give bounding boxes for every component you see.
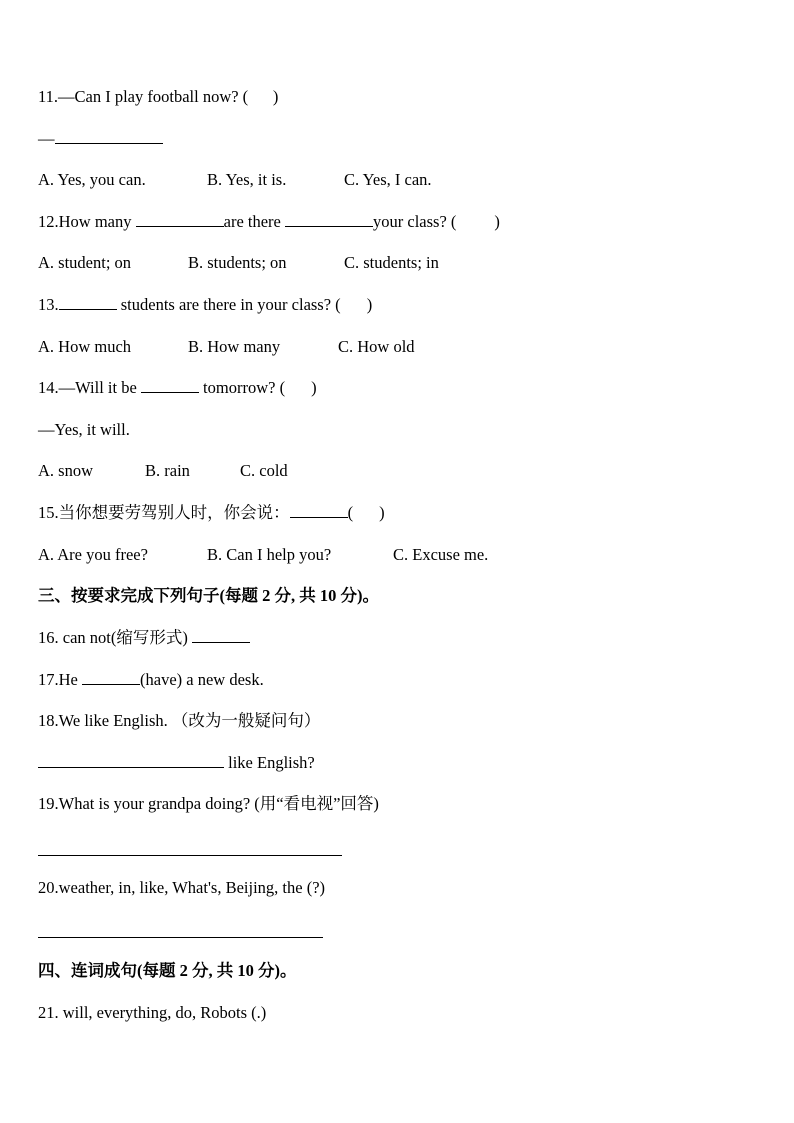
question-15-text-3: )	[379, 503, 385, 522]
question-12-text-4: )	[494, 212, 500, 231]
answer-blank[interactable]	[38, 752, 224, 768]
section-3-heading-text: 三、按要求完成下列句子(每题 2 分, 共 10 分)。	[38, 586, 379, 605]
question-12-text-3: your class? (	[373, 212, 457, 231]
answer-line[interactable]	[38, 937, 323, 938]
answer-blank[interactable]	[82, 669, 140, 685]
question-11	[38, 86, 278, 108]
question-20	[38, 877, 325, 899]
section-4-heading	[38, 960, 297, 982]
question-13	[38, 294, 372, 316]
answer-blank[interactable]	[192, 627, 250, 643]
option-a[interactable]: A. Are you free?	[38, 545, 148, 564]
option-b[interactable]: B. Can I help you?	[207, 545, 332, 564]
question-13-text-3: )	[366, 295, 373, 314]
question-18-answer	[38, 752, 315, 774]
question-14-options	[38, 460, 758, 482]
question-11-options	[38, 169, 758, 191]
question-17-text-2: (have) a new desk.	[140, 670, 264, 689]
option-c[interactable]: C. Excuse me.	[393, 545, 489, 564]
question-21-text: 21. will, everything, do, Robots (.)	[38, 1003, 267, 1022]
question-15	[38, 502, 385, 524]
option-a[interactable]: A. student; on	[38, 253, 132, 272]
option-b[interactable]: B. rain	[145, 461, 190, 480]
option-a[interactable]: A. snow	[38, 461, 94, 480]
question-14-text-2: tomorrow? (	[198, 378, 286, 397]
question-19-text: 19.What is your grandpa doing? (用“看电视”回答)	[38, 794, 379, 813]
answer-line[interactable]	[38, 855, 342, 856]
question-13-options	[38, 336, 758, 358]
question-16	[38, 627, 250, 649]
question-17	[38, 669, 264, 691]
question-12-options	[38, 252, 758, 274]
section-3-heading	[38, 585, 379, 607]
question-12-text-2: are there	[223, 212, 285, 231]
option-b[interactable]: B. Yes, it is.	[207, 170, 287, 189]
question-15-text-2: (	[347, 503, 354, 522]
option-c[interactable]: C. How old	[338, 337, 415, 356]
answer-blank[interactable]	[290, 502, 348, 518]
answer-blank[interactable]	[285, 211, 373, 227]
answer-blank[interactable]	[136, 211, 224, 227]
question-19	[38, 793, 379, 815]
option-a[interactable]: A. Yes, you can.	[38, 170, 146, 189]
question-18-answer-suffix: like English?	[224, 753, 315, 772]
question-13-text-2: students are there in your class? (	[116, 295, 341, 314]
question-20-text: 20.weather, in, like, What's, Beijing, the (?)	[38, 878, 326, 897]
question-21	[38, 1002, 266, 1024]
answer-blank[interactable]	[59, 294, 117, 310]
question-11-reply	[38, 128, 163, 150]
question-17-text-1: 17.He	[38, 670, 82, 689]
option-a[interactable]: A. How much	[38, 337, 132, 356]
question-12-text-1: 12.How many	[38, 212, 136, 231]
question-14-text-1: 14.—Will it be	[38, 378, 141, 397]
option-c[interactable]: C. Yes, I can.	[344, 170, 432, 189]
question-14-reply	[38, 419, 130, 441]
section-4-heading-text: 四、连词成句(每题 2 分, 共 10 分)。	[38, 961, 297, 980]
option-c[interactable]: C. students; in	[344, 253, 439, 272]
reply-dash: —	[38, 129, 55, 148]
question-15-options	[38, 544, 758, 566]
option-b[interactable]: B. students; on	[188, 253, 287, 272]
question-14-reply-text: —Yes, it will.	[38, 420, 130, 439]
option-b[interactable]: B. How many	[188, 337, 281, 356]
question-18	[38, 710, 320, 732]
question-13-text-1: 13.	[38, 295, 59, 314]
question-14-text-3: )	[311, 378, 317, 397]
question-15-text-1: 15.当你想要劳驾别人时，你会说：	[38, 503, 290, 522]
question-11-stem: 11.—Can I play football now? ( )	[38, 87, 279, 106]
answer-blank[interactable]	[141, 377, 199, 393]
question-12	[38, 211, 500, 233]
option-c[interactable]: C. cold	[240, 461, 288, 480]
answer-blank[interactable]	[55, 128, 163, 144]
question-18-text: 18.We like English. （改为一般疑问句）	[38, 711, 321, 730]
question-14	[38, 377, 317, 399]
question-16-text: 16. can not(缩写形式)	[38, 628, 192, 647]
